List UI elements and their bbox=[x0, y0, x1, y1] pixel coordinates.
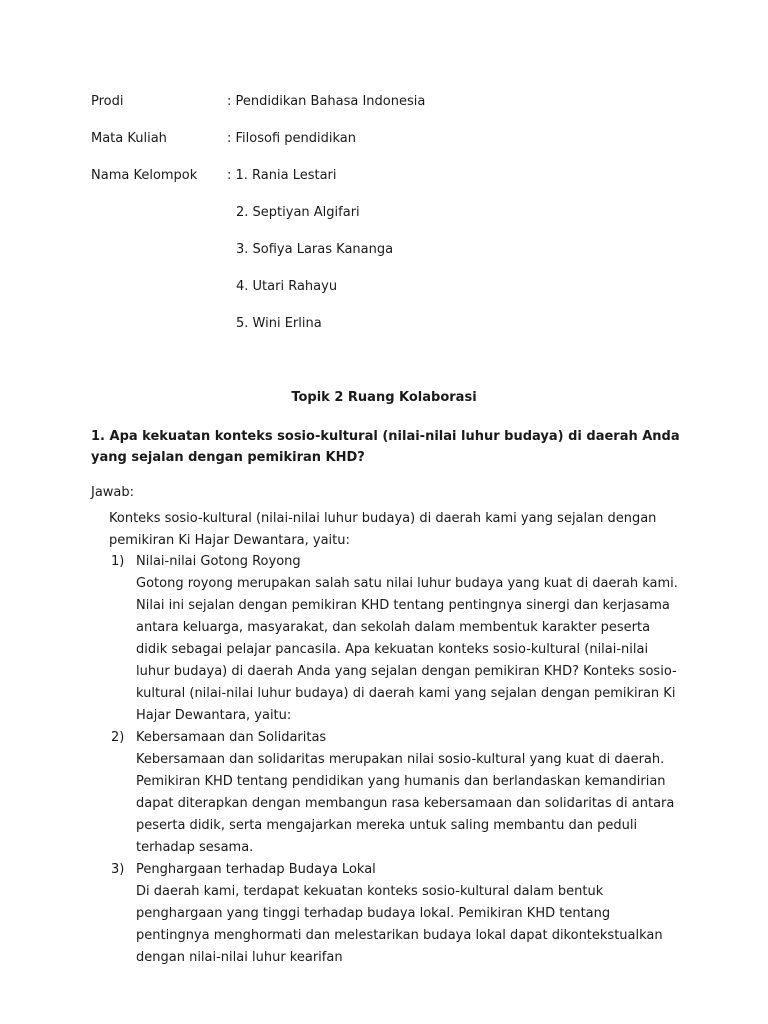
prodi-value: : Pendidikan Bahasa Indonesia bbox=[227, 94, 426, 109]
question-heading: 1. Apa kekuatan konteks sosio-kultural (nilai-nilai luhur budaya) di daerah Anda yang sejalan dengan pemikiran KHD? bbox=[91, 429, 680, 465]
answer-body: Gotong royong merupakan salah satu nilai luhur budaya yang kuat di daerah kami. Nilai ini sejalan dengan pemikiran KHD tentang pentingnya sinergi dan kerjasama antara keluarga, masyarakat, dan sekolah dalam membentuk karakter peserta didik sebagai pelajar pancasila. Apa kekuatan konteks sosio-kultural (nilai-nilai luhur budaya) di daerah Anda yang sejalan dengan pemikiran KHD? Konteks sosio-kultural (nilai-nilai luhur budaya) di daerah kami yang sejalan dengan pemikiran Ki Hajar Dewantara, yaitu: bbox=[136, 576, 678, 723]
member-item: 2. Septiyan Algifari bbox=[236, 205, 360, 220]
member-item: 4. Utari Rahayu bbox=[236, 279, 338, 294]
topic-title: Topik 2 Ruang Kolaborasi bbox=[291, 390, 477, 405]
answer-item bbox=[109, 551, 689, 727]
kelompok-label: Nama Kelompok bbox=[91, 168, 198, 183]
kelompok-first-member: : 1. Rania Lestari bbox=[227, 168, 337, 183]
answer-intro: Konteks sosio-kultural (nilai-nilai luhur budaya) di daerah kami yang sejalan dengan pemikiran Ki Hajar Dewantara, yaitu: bbox=[109, 511, 657, 548]
member-item: 3. Sofiya Laras Kananga bbox=[236, 242, 394, 257]
answer-number: 3) bbox=[111, 862, 125, 877]
answer-heading: Nilai-nilai Gotong Royong bbox=[136, 554, 301, 569]
answer-item bbox=[109, 727, 689, 859]
matkul-value: : Filosofi pendidikan bbox=[227, 131, 356, 146]
jawab-label: Jawab: bbox=[91, 485, 135, 500]
answer-list bbox=[109, 551, 689, 969]
answer-heading: Kebersamaan dan Solidaritas bbox=[136, 730, 327, 745]
answer-item bbox=[109, 859, 689, 969]
answer-body: Kebersamaan dan solidaritas merupakan nilai sosio-kultural yang kuat di daerah. Pemikiran KHD tentang pendidikan yang humanis dan berlandaskan kemandirian dapat diterapkan dengan membangun rasa kebersamaan dan solidaritas di antara peserta didik, serta mengajarkan mereka untuk saling membantu dan peduli terhadap sesama. bbox=[136, 752, 675, 855]
answer-heading: Penghargaan terhadap Budaya Lokal bbox=[136, 862, 376, 877]
answer-number: 1) bbox=[111, 554, 125, 569]
member-item: 5. Wini Erlina bbox=[236, 316, 322, 331]
prodi-label: Prodi bbox=[91, 94, 124, 109]
answer-number: 2) bbox=[111, 730, 125, 745]
matkul-label: Mata Kuliah bbox=[91, 131, 167, 146]
answer-body: Di daerah kami, terdapat kekuatan konteks sosio-kultural dalam bentuk penghargaan yang tinggi terhadap budaya lokal. Pemikiran KHD tentang pentingnya menghormati dan melestarikan budaya lokal dapat dikontekstualkan dengan nilai-nilai luhur kearifan bbox=[136, 884, 663, 965]
